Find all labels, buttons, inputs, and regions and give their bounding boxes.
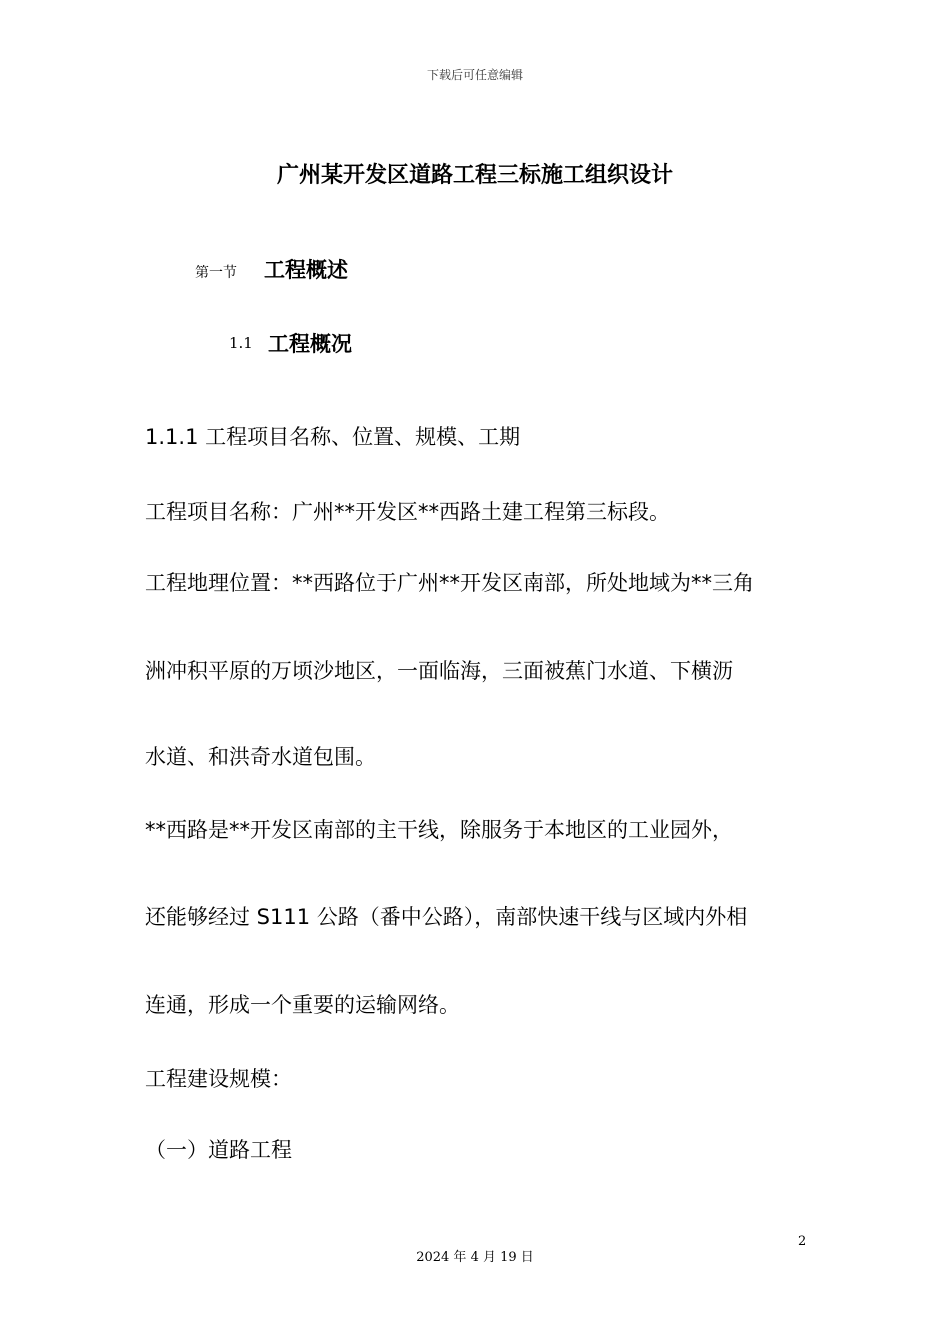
page-number: 2 (798, 1234, 807, 1249)
page-header-note: 下载后可任意编辑 (426, 68, 523, 82)
body-paragraph-line: 工程建设规模： (145, 1067, 292, 1091)
body-paragraph-line: 洲冲积平原的万顷沙地区，一面临海，三面被蕉门水道、下横沥 (145, 659, 733, 683)
subsubsection-heading: 1.1.1 工程项目名称、位置、规模、工期 (145, 425, 521, 449)
section-title: 工程概述 (264, 258, 348, 282)
body-paragraph-line: 还能够经过 S111 公路（番中公路），南部快速干线与区域内外相 (145, 905, 748, 929)
document-title: 广州某开发区道路工程三标施工组织设计 (276, 163, 673, 188)
subsection-title: 工程概况 (268, 332, 352, 356)
body-paragraph-line: **西路是**开发区南部的主干线，除服务于本地区的工业园外， (145, 818, 733, 842)
body-paragraph-line: 工程地理位置：**西路位于广州**开发区南部，所处地域为**三角 (145, 571, 754, 595)
body-paragraph-line: 连通，形成一个重要的运输网络。 (145, 993, 460, 1017)
body-paragraph-line: 工程项目名称：广州**开发区**西路土建工程第三标段。 (145, 500, 670, 524)
footer-date: 2024 年 4 月 19 日 (416, 1250, 534, 1265)
list-item-heading: （一）道路工程 (145, 1138, 292, 1162)
body-paragraph-line: 水道、和洪奇水道包围。 (145, 745, 376, 769)
subsection-number: 1.1 (229, 334, 253, 352)
section-label: 第一节 (195, 265, 237, 281)
